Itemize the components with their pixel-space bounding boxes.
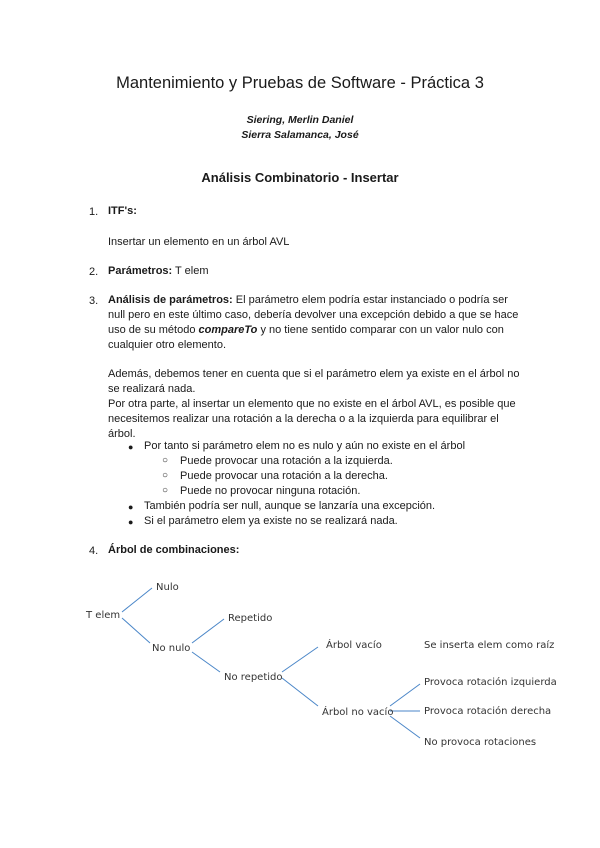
section-3-line-2: null pero en este último caso, debería devolver una excepción debido a que se hace [108, 309, 519, 321]
edge-nonulo-norepetido [192, 652, 220, 672]
section-2-text: T elem [172, 265, 209, 277]
bullet-item: Si el parámetro elem ya existe no se realizará nada. [144, 515, 398, 527]
paragraph-2-line-2: se realizará nada. [108, 383, 196, 395]
tree-node-rot-der: Provoca rotación derecha [424, 706, 552, 717]
subbullet-item: Puede provocar una rotación a la izquierda. [180, 455, 393, 467]
section-4-number: 4. [89, 545, 99, 557]
edge-root-nonulo [122, 618, 150, 643]
tree-node-inserta-raiz: Se inserta elem como raíz [424, 640, 555, 651]
author-2: Sierra Salamanca, José [241, 129, 359, 141]
tree-node-nulo: Nulo [156, 582, 179, 593]
bullet-dot: ● [128, 442, 134, 452]
subbullet-item: Puede provocar una rotación a la derecha. [180, 470, 388, 482]
edge-nonulo-repetido [192, 619, 224, 643]
section-3-line-3b: y no tiene sentido comparar con un valor nulo con [257, 324, 504, 336]
section-subtitle: Análisis Combinatorio - Insertar [201, 170, 399, 185]
section-3-heading: Análisis de parámetros: [108, 294, 233, 306]
subbullet-circle: ○ [162, 455, 169, 466]
tree-node-no-nulo: No nulo [152, 643, 191, 654]
paragraph-2-line-1: Además, debemos tener en cuenta que si el parámetro elem ya existe en el árbol no [108, 368, 520, 380]
tree-node-arbol-vacio: Árbol vacío [326, 640, 382, 651]
subbullet-circle: ○ [162, 485, 169, 496]
section-4-heading: Árbol de combinaciones: [108, 544, 240, 556]
subbullet-item: Puede no provocar ninguna rotación. [180, 485, 361, 497]
section-1-number: 1. [89, 206, 99, 218]
tree-node-root: T elem [86, 610, 121, 621]
section-2-heading: Parámetros: [108, 265, 173, 277]
section-3-number: 3. [89, 295, 99, 307]
edge-root-nulo [122, 588, 152, 612]
bullet-item: Por tanto si parámetro elem no es nulo y aún no existe en el árbol [144, 440, 466, 452]
section-3-line-3a: uso de su método [108, 324, 199, 336]
bullet-item: También podría ser null, aunque se lanzaría una excepción. [144, 500, 436, 512]
subbullet-circle: ○ [162, 470, 169, 481]
bullet-dot: ● [128, 517, 134, 527]
bullet-dot: ● [128, 502, 134, 512]
edge-norepetido-novacio [282, 678, 318, 706]
section-3-line-4: cualquier otro elemento. [108, 339, 227, 351]
section-1-text: Insertar un elemento en un árbol AVL [108, 236, 290, 248]
section-3-line-1-text: El parámetro elem podría estar instanciado o podría ser [232, 294, 508, 306]
tree-node-repetido: Repetido [228, 613, 273, 624]
edge-norepetido-vacio [282, 647, 318, 672]
tree-node-rot-izq: Provoca rotación izquierda [424, 677, 557, 688]
tree-node-no-rot: No provoca rotaciones [424, 737, 537, 748]
section-1-heading: ITF's: [108, 205, 137, 217]
tree-node-arbol-no-vacio: Árbol no vacío [322, 707, 394, 718]
paragraph-3-line-3: árbol. [108, 428, 136, 440]
method-name: compareTo [198, 324, 258, 336]
author-1: Siering, Merlin Daniel [246, 114, 354, 126]
document-title: Mantenimiento y Pruebas de Software - Práctica 3 [116, 74, 484, 92]
section-2-number: 2. [89, 266, 99, 278]
edge-novacio-izq [390, 684, 420, 706]
tree-node-no-repetido: No repetido [224, 672, 283, 683]
paragraph-3-line-1: Por otra parte, al insertar un elemento que no existe en el árbol AVL, es posible que [108, 398, 516, 410]
edge-novacio-norot [390, 716, 420, 738]
paragraph-3-line-2: necesitemos realizar una rotación a la derecha o a la izquierda para equilibrar el [108, 413, 499, 425]
